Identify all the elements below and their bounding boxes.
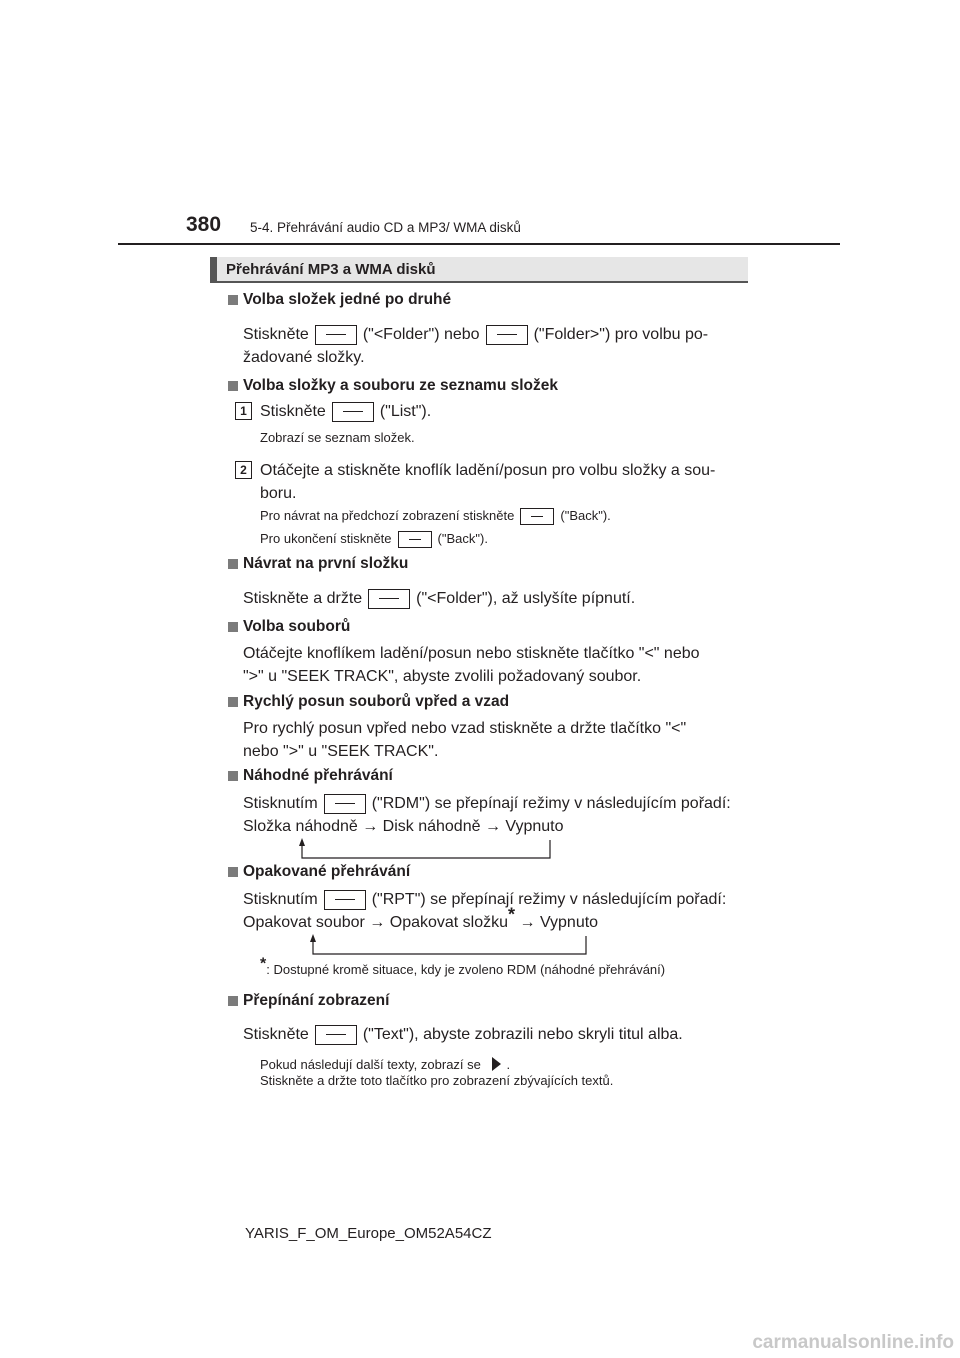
- heading-fast-forward: Rychlý posun souborů vpřed a vzad: [243, 693, 510, 710]
- step-1-note: Zobrazí se seznam složek.: [260, 430, 415, 445]
- bullet-square: [228, 381, 238, 391]
- heading-folder-list: Volba složky a souboru ze seznamu složek: [243, 377, 558, 394]
- step-2-note-exit: Pro ukončení stiskněte ("Back").: [260, 531, 488, 548]
- paragraph-return-first-folder: Stiskněte a držte ("<Folder"), až uslyšíte pípnutí.: [243, 590, 636, 607]
- back-button-icon: [398, 531, 432, 548]
- repeat-sequence: Opakovat soubor → Opakovat složku: [243, 914, 509, 931]
- rdm-button-icon: [324, 794, 366, 814]
- chapter-title: 5-4. Přehrávání audio CD a MP3/ WMA disků: [250, 220, 521, 235]
- paragraph-display-switch: Stiskněte ("Text"), abyste zobrazili nebo skryli titul alba.: [243, 1026, 683, 1043]
- step-1-text: Stiskněte ("List").: [260, 403, 432, 420]
- back-button-icon: [520, 508, 554, 525]
- paragraph-folder-one-by-one: Stiskněte ("<Folder") nebo ("Folder>") pro volbu po- žadované složky.: [243, 326, 709, 366]
- rpt-button-icon: [324, 890, 366, 910]
- bullet-square: [228, 559, 238, 569]
- cycle-arrow-icon: [298, 838, 554, 862]
- cycle-arrow-icon: [310, 934, 590, 958]
- bullet-square: [228, 867, 238, 877]
- display-note-hold: Stiskněte a držte toto tlačítko pro zobrazení zbývajících textů.: [260, 1073, 614, 1088]
- section-title: Přehrávání MP3 a WMA disků: [226, 261, 436, 278]
- heading-repeat-play: Opakované přehrávání: [243, 863, 411, 880]
- random-sequence: Složka náhodně → Disk náhodně → Vypnuto: [243, 818, 564, 835]
- step-2-note-back: Pro návrat na předchozí zobrazení stiskněte ("Back").: [260, 508, 611, 525]
- display-note-more: Pokud následují další texty, zobrazí se .: [260, 1057, 511, 1072]
- paragraph-random-play: Stisknutím ("RDM") se přepínají režimy v následujícím pořadí: Složka náhodně → Disk náhodně → Vypnuto: [243, 795, 731, 835]
- heading-random-play: Náhodné přehrávání: [243, 767, 393, 784]
- footnote-asterisk: *: [260, 955, 267, 973]
- watermark: carmanualsonline.info: [752, 1332, 954, 1353]
- heading-select-files: Volba souborů: [243, 618, 351, 635]
- page-number: 380: [186, 213, 222, 236]
- header-divider: [118, 243, 840, 245]
- heading-return-first-folder: Návrat na první složku: [243, 555, 409, 572]
- step-number-1: 1: [235, 402, 252, 420]
- heading-display-switch: Přepínání zobrazení: [243, 992, 390, 1009]
- paragraph-repeat-play: Stisknutím ("RPT") se přepínají režimy v následujícím pořadí: Opakovat soubor → Opakovat složku* → Vypnuto: [243, 891, 727, 931]
- asterisk-mark: *: [508, 904, 516, 925]
- text-button-icon: [315, 1025, 357, 1045]
- folder-prev-button-icon: [368, 589, 410, 609]
- heading-folder-one-by-one: Volba složek jedné po druhé: [243, 291, 452, 308]
- bullet-square: [228, 622, 238, 632]
- bullet-square: [228, 771, 238, 781]
- bullet-square: [228, 295, 238, 305]
- step-number-2: 2: [235, 461, 252, 479]
- step-2-text: Otáčejte a stiskněte knoflík ladění/posun pro volbu složky a sou- boru.: [260, 462, 716, 502]
- list-button-icon: [332, 402, 374, 422]
- footnote: *: Dostupné kromě situace, kdy je zvoleno RDM (náhodné přehrávání): [260, 955, 666, 977]
- next-page-triangle-icon: [489, 1056, 503, 1072]
- folder-next-button-icon: [486, 325, 528, 345]
- folder-prev-button-icon: [315, 325, 357, 345]
- paragraph-fast-forward: Pro rychlý posun vpřed nebo vzad stiskněte a držte tlačítko "<" nebo ">" u "SEEK TRACK".: [243, 720, 687, 760]
- paragraph-select-files: Otáčejte knoflíkem ladění/posun nebo stiskněte tlačítko "<" nebo ">" u "SEEK TRACK", abyste zvolili požadovaný soubor.: [243, 645, 700, 685]
- bullet-square: [228, 697, 238, 707]
- bullet-square: [228, 996, 238, 1006]
- document-code: YARIS_F_OM_Europe_OM52A54CZ: [245, 1225, 492, 1242]
- section-header: [210, 257, 748, 283]
